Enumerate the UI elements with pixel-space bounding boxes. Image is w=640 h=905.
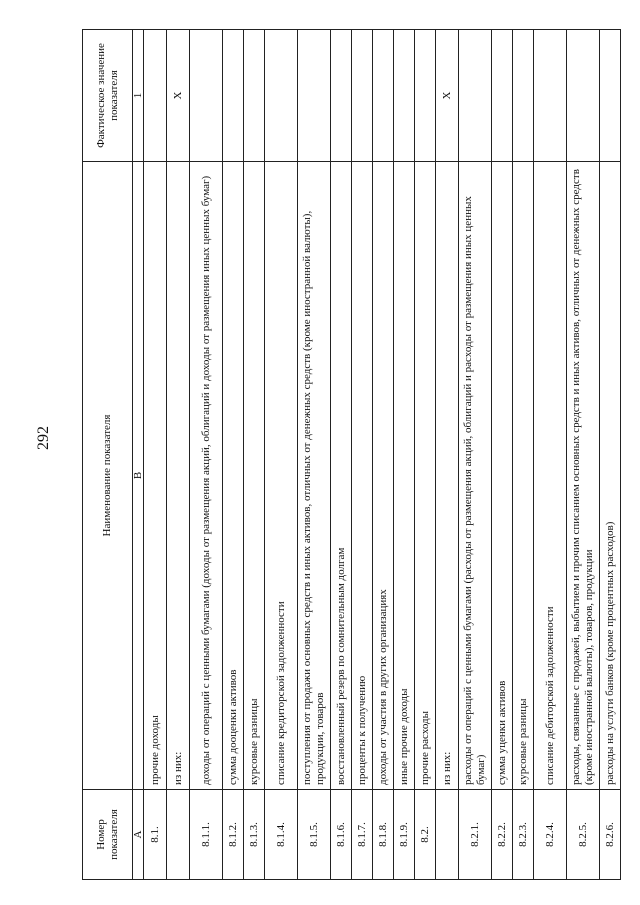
row-number: 8.1.4.: [265, 790, 298, 880]
row-value: [492, 30, 513, 162]
table-row: [331, 30, 352, 880]
row-value: X: [167, 30, 190, 162]
row-number: 8.1.6.: [331, 790, 352, 880]
header-number: Номер показателя: [83, 790, 133, 880]
table-row: [352, 30, 373, 880]
row-number: 8.1.9.: [394, 790, 415, 880]
row-value: [223, 30, 244, 162]
header-letters-row: [133, 30, 144, 880]
row-name: курсовые разницы: [244, 162, 265, 790]
table-row: [265, 30, 298, 880]
row-value: [265, 30, 298, 162]
row-value: [600, 30, 621, 162]
row-name: восстановленный резерв по сомнительным долгам: [331, 162, 352, 790]
row-number: [436, 790, 459, 880]
table-row: [436, 30, 459, 880]
table-row: [492, 30, 513, 880]
row-name: курсовые разницы: [513, 162, 534, 790]
table-row: [534, 30, 567, 880]
row-name: расходы от операций с ценными бумагами (расходы от размещения акций, облигаций и расходы от размещения иных ценных бумаг): [459, 162, 492, 790]
row-number: 8.2.4.: [534, 790, 567, 880]
row-value: [459, 30, 492, 162]
row-name: прочие доходы: [144, 162, 167, 790]
row-name: расходы, связанные с продажей, выбытием и прочим списанием основных средств и иных активов, отличных от денежных средств (кроме иностранной валюты), товаров, продукции: [567, 162, 600, 790]
row-value: [394, 30, 415, 162]
row-value: [415, 30, 436, 162]
table-row: [244, 30, 265, 880]
row-value: [352, 30, 373, 162]
row-number: [167, 790, 190, 880]
rotated-table-wrapper: [82, 30, 616, 880]
table-row: [223, 30, 244, 880]
page-number: 292: [35, 426, 52, 450]
table-row: [459, 30, 492, 880]
row-name: списание дебиторской задолженности: [534, 162, 567, 790]
row-name: расходы на услуги банков (кроме процентных расходов): [600, 162, 621, 790]
table-row: [167, 30, 190, 880]
table-row: [144, 30, 167, 880]
row-number: 8.1.7.: [352, 790, 373, 880]
indicators-table: [82, 29, 621, 880]
row-value: [373, 30, 394, 162]
row-name: проценты к получению: [352, 162, 373, 790]
row-name: из них:: [167, 162, 190, 790]
row-number: 8.2.3.: [513, 790, 534, 880]
row-value: [298, 30, 331, 162]
row-number: 8.1.2.: [223, 790, 244, 880]
table-row: [415, 30, 436, 880]
row-value: [190, 30, 223, 162]
row-number: 8.1.5.: [298, 790, 331, 880]
table-row: [373, 30, 394, 880]
row-number: 8.2.: [415, 790, 436, 880]
row-number: 8.1.1.: [190, 790, 223, 880]
row-value: [331, 30, 352, 162]
row-name: поступления от продажи основных средств и иных активов, отличных от денежных средств (кроме иностранной валюты), продукции, товаров: [298, 162, 331, 790]
row-value: [144, 30, 167, 162]
row-number: 8.1.8.: [373, 790, 394, 880]
row-name: доходы от участия в других организациях: [373, 162, 394, 790]
row-number: 8.1.: [144, 790, 167, 880]
header-letter-number: А: [133, 790, 144, 880]
table-row: [600, 30, 621, 880]
table-row: [394, 30, 415, 880]
header-value: Фактическое значение показателя: [83, 30, 133, 162]
row-name: списание кредиторской задолженности: [265, 162, 298, 790]
table-row: [513, 30, 534, 880]
table-row: [567, 30, 600, 880]
row-value: [567, 30, 600, 162]
row-value: [534, 30, 567, 162]
row-name: из них:: [436, 162, 459, 790]
row-value: [244, 30, 265, 162]
row-value: X: [436, 30, 459, 162]
row-name: прочие расходы: [415, 162, 436, 790]
header-letter-value: 1: [133, 30, 144, 162]
row-number: 8.2.2.: [492, 790, 513, 880]
table-row: [190, 30, 223, 880]
row-number: 8.2.5.: [567, 790, 600, 880]
row-number: 8.1.3.: [244, 790, 265, 880]
row-value: [513, 30, 534, 162]
row-name: доходы от операций с ценными бумагами (доходы от размещения акций, облигаций и доходы от размещения иных ценных бумаг): [190, 162, 223, 790]
row-number: 8.2.1.: [459, 790, 492, 880]
header-row: [83, 30, 133, 880]
table-row: [298, 30, 331, 880]
row-name: сумма дооценки активов: [223, 162, 244, 790]
header-letter-name: В: [133, 162, 144, 790]
row-name: сумма уценки активов: [492, 162, 513, 790]
row-number: 8.2.6.: [600, 790, 621, 880]
header-name: Наименование показателя: [83, 162, 133, 790]
row-name: иные прочие доходы: [394, 162, 415, 790]
